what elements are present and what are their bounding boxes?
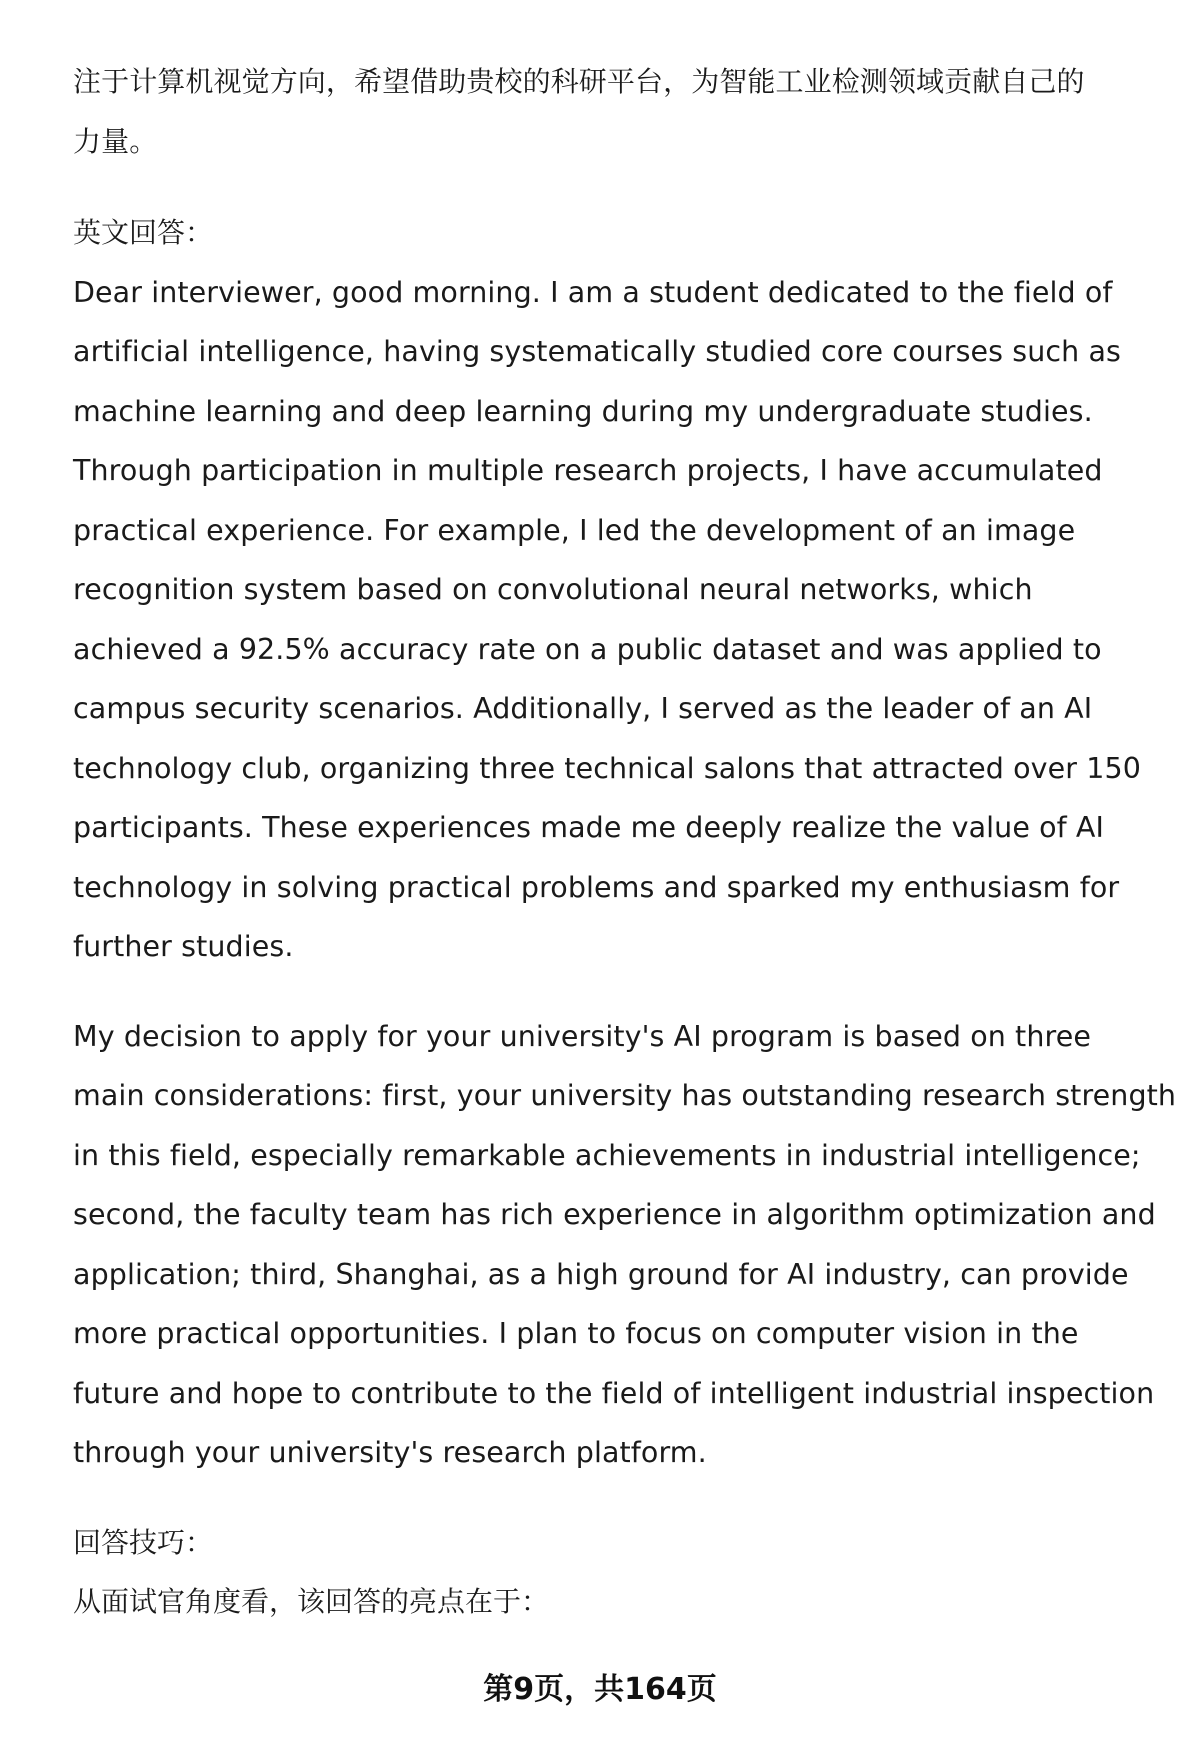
text-line: 力量。 [73, 124, 158, 158]
text-line: participants. These experiences made me deeply realize the value of AI [73, 811, 1105, 844]
english-answer-paragraph-2 [73, 1007, 1177, 1483]
tips-label: 回答技巧： [73, 1525, 214, 1559]
text-line: further studies. [73, 930, 294, 963]
text-line: future and hope to contribute to the field of intelligent industrial inspection [73, 1376, 1155, 1410]
text-line: more practical opportunities. I plan to focus on computer vision in the [73, 1317, 1079, 1350]
text-line: artificial intelligence, having systematically studied core courses such as [73, 335, 1121, 368]
page-number-footer: 第9页，共164页 [483, 1672, 717, 1707]
text-line: Through participation in multiple research projects, I have accumulated [73, 454, 1103, 487]
text-line: 注于计算机视觉方向，希望借助贵校的科研平台，为智能工业检测领域贡献自己的 [73, 65, 1085, 98]
english-answer-label: 英文回答： [73, 216, 214, 249]
text-line: in this field, especially remarkable achievements in industrial intelligence; [73, 1138, 1141, 1172]
text-line: machine learning and deep learning during my undergraduate studies. [73, 394, 1093, 428]
text-line: achieved a 92.5% accuracy rate on a public dataset and was applied to [73, 632, 1102, 666]
text-line: through your university's research platform. [73, 1436, 707, 1469]
tips-section [73, 1513, 1153, 1632]
text-line: Dear interviewer, good morning. I am a student dedicated to the field of [73, 275, 1113, 309]
english-answer-section [73, 203, 1177, 1483]
text-line: campus security scenarios. Additionally, I served as the leader of an AI [73, 692, 1093, 725]
english-answer-paragraph-1 [73, 263, 1153, 977]
text-line: My decision to apply for your university's AI program is based on three [73, 1019, 1091, 1053]
text-line: main considerations: first, your university has outstanding research strength [73, 1079, 1177, 1112]
tips-intro: 从面试官角度看，该回答的亮点在于： [73, 1585, 550, 1618]
intro-tail-paragraph [73, 52, 1153, 171]
text-line: application; third, Shanghai, as a high ground for AI industry, can provide [73, 1257, 1129, 1291]
text-line: practical experience. For example, I led the development of an image [73, 513, 1076, 547]
text-line: recognition system based on convolutional neural networks, which [73, 573, 1033, 606]
text-line: technology club, organizing three technical salons that attracted over 150 [73, 751, 1141, 785]
document-page [73, 52, 1177, 1632]
text-line: technology in solving practical problems and sparked my enthusiasm for [73, 870, 1120, 904]
text-line: second, the faculty team has rich experience in algorithm optimization and [73, 1198, 1156, 1231]
